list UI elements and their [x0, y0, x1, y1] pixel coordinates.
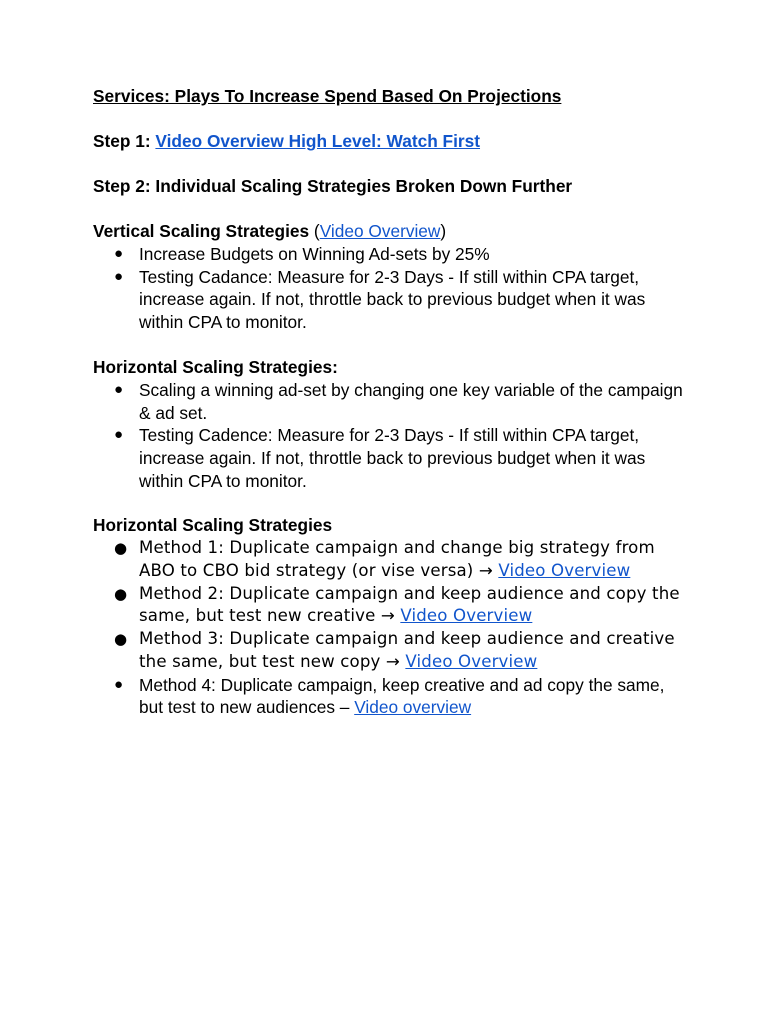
list-item [93, 583, 683, 628]
horizontal-scaling-list [93, 379, 683, 493]
list-item-text: Increase Budgets on Winning Ad-sets by 25% [139, 244, 490, 264]
close-paren: ) [440, 221, 447, 241]
step-1-line [93, 130, 683, 153]
horizontal-scaling-methods-heading: Horizontal Scaling Strategies [93, 515, 333, 536]
method-3-text: Method 3: Duplicate campaign and keep audience and creative the same, but test new copy → [139, 629, 675, 671]
vertical-video-overview-link[interactable]: Video Overview [319, 221, 441, 241]
vertical-scaling-heading-line [93, 220, 683, 243]
list-item [93, 379, 683, 424]
method-2-video-link[interactable]: Video Overview [400, 606, 533, 626]
bullet-icon: ● [114, 245, 124, 262]
list-item-text: Testing Cadence: Measure for 2-3 Days - If still within CPA target, increase again. If not, throttle back to previous budget when it was within CPA to monitor. [139, 425, 646, 491]
list-item [93, 674, 683, 719]
horizontal-scaling-heading: Horizontal Scaling Strategies: [93, 356, 338, 377]
method-4-video-link[interactable]: Video overview [354, 697, 472, 718]
bullet-icon: ● [114, 267, 124, 285]
bullet-icon: ● [114, 380, 124, 398]
bullet-icon: ● [114, 630, 128, 649]
step-1-label: Step 1: [93, 131, 156, 151]
list-item-text: Testing Cadance: Measure for 2-3 Days - If still within CPA target, increase again. If not, throttle back to previous budget when it was within CPA to monitor. [139, 266, 646, 333]
list-item [93, 266, 683, 334]
method-4-text: Method 4: Duplicate campaign, keep creative and ad copy the same, but test to new audiences – [139, 674, 665, 718]
vertical-scaling-heading: Vertical Scaling Strategies [93, 221, 310, 241]
list-item [93, 628, 683, 673]
vertical-scaling-list [93, 243, 683, 334]
bullet-icon: ● [114, 584, 128, 603]
method-2-text: Method 2: Duplicate campaign and keep audience and copy the same, but test new creative → [139, 583, 680, 626]
document-title: Services: Plays To Increase Spend Based On Projections [93, 86, 562, 106]
bullet-icon: ● [114, 426, 124, 444]
method-3-video-link[interactable]: Video Overview [405, 651, 538, 671]
list-item-text: Scaling a winning ad-set by changing one key variable of the campaign & ad set. [139, 379, 683, 423]
list-item [93, 243, 683, 266]
document-body [93, 85, 683, 719]
step-2-heading: Step 2: Individual Scaling Strategies Broken Down Further [93, 176, 573, 196]
step-1-video-link[interactable]: Video Overview High Level: Watch First [155, 131, 481, 151]
bullet-icon: ● [114, 675, 124, 693]
horizontal-methods-list [93, 537, 683, 719]
bullet-icon: ● [114, 539, 128, 558]
list-item [93, 537, 683, 582]
open-paren: ( [309, 221, 320, 241]
method-1-video-link[interactable]: Video Overview [498, 561, 631, 581]
method-1-text: Method 1: Duplicate campaign and change big strategy from ABO to CBO bid strategy (or vise versa) → [139, 538, 655, 581]
list-item [93, 424, 683, 492]
